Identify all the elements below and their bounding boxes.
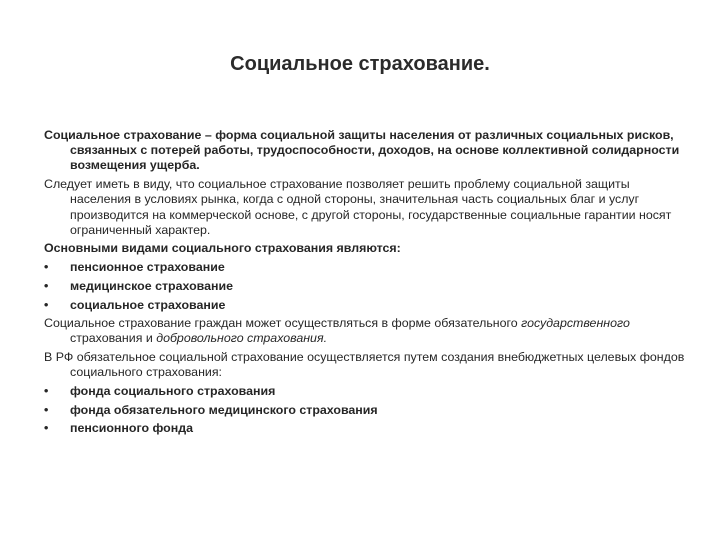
forms-paragraph	[44, 316, 694, 346]
funds-paragraph: В РФ обязательное социальной страхование осуществляется путем создания внебюджетных целевых фондов социального страхования:	[44, 350, 685, 380]
definition-paragraph: Социальное страхование – форма социальной защиты населения от различных социальных рисков, связанных с потерей работы, трудоспособности, доходов, на основе коллективной солидарности возмещения ущерба.	[44, 128, 680, 173]
slide-content	[44, 128, 694, 440]
forms-text-state: государственного	[521, 316, 630, 331]
list-item	[44, 279, 694, 294]
types-heading: Основными видами социального страхования являются:	[44, 241, 401, 256]
list-item	[44, 421, 694, 436]
list-item-label: пенсионного фонда	[70, 421, 193, 436]
forms-text-mid: страхования и	[70, 331, 157, 346]
bullet-icon: •	[44, 297, 49, 312]
list-item	[44, 384, 694, 399]
list-item-label: социальное страхование	[70, 297, 226, 312]
slide-title: Социальное страхование.	[230, 53, 490, 75]
bullet-icon: •	[44, 384, 49, 399]
bullet-icon: •	[44, 402, 49, 417]
list-item-label: фонда обязательного медицинского страхования	[70, 402, 378, 417]
list-item	[44, 403, 694, 418]
bullet-icon: •	[44, 260, 49, 275]
list-item-label: пенсионное страхование	[70, 260, 225, 275]
forms-text-voluntary: добровольного страхования.	[156, 331, 328, 346]
bullet-icon: •	[44, 278, 49, 293]
context-paragraph: Следует иметь в виду, что социальное страхование позволяет решить проблему социальной защиты населения в условиях рынка, когда с одной стороны, значительная часть социальных благ и услуг производится на коммерческой основе, с другой стороны, государственные социальные гарантии носят ограниченный характер.	[44, 177, 672, 237]
bullet-icon: •	[44, 421, 49, 436]
list-item	[44, 298, 694, 313]
forms-text-start: Социальное страхование граждан может осуществляться в форме обязательного	[44, 316, 522, 331]
list-item	[44, 260, 694, 275]
list-item-label: фонда социального страхования	[70, 384, 276, 399]
list-item-label: медицинское страхование	[70, 278, 233, 293]
